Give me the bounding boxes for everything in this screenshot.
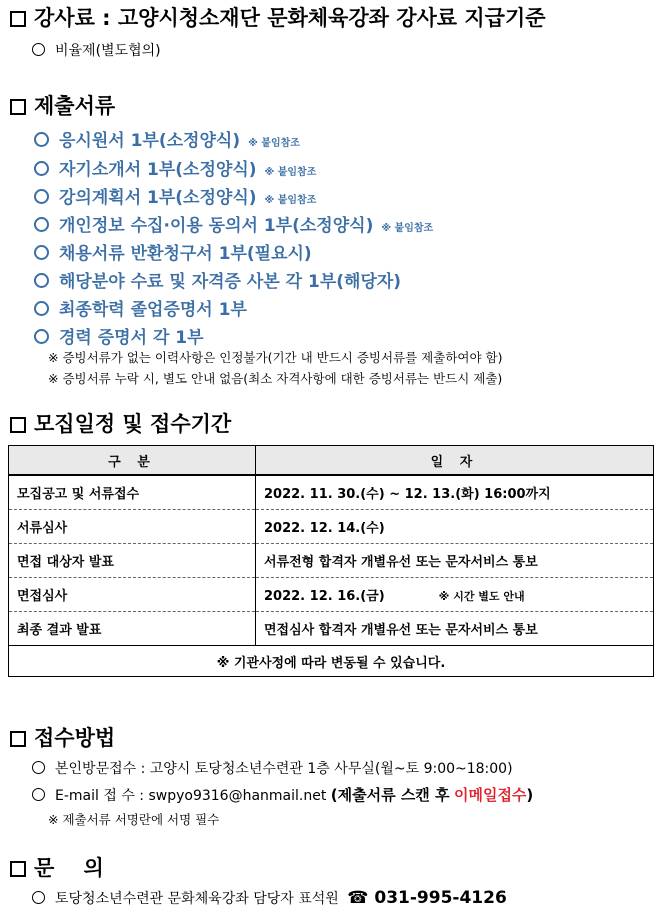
apply-visit xyxy=(32,758,513,778)
fee-item xyxy=(32,40,161,60)
document-item xyxy=(34,211,433,236)
apply-email xyxy=(32,784,533,805)
document-item xyxy=(34,155,316,180)
document-item-note: ※ 붙임참조 xyxy=(264,195,317,206)
documents-note: ※ 증빙서류 누락 시, 별도 안내 없음(최소 자격사항에 대한 증빙서류는 반드시 제출) xyxy=(48,371,503,386)
apply-note: ※ 제출서류 서명란에 서명 필수 xyxy=(48,812,220,827)
schedule-heading xyxy=(10,408,231,438)
table-row xyxy=(9,510,654,544)
fee-item-text: 비율제(별도협의) xyxy=(55,43,161,59)
table-cell-label: 최종 결과 발표 xyxy=(9,612,256,646)
document-item xyxy=(34,239,312,264)
circle-bullet-icon xyxy=(34,301,49,316)
apply-email-bold: (제출서류 스캔 후 xyxy=(330,786,450,804)
table-cell-value: 2022. 12. 14.(수) xyxy=(256,510,654,544)
table-cell-label: 면접 대상자 발표 xyxy=(9,544,256,578)
circle-bullet-icon xyxy=(34,217,49,232)
document-item xyxy=(34,183,316,208)
fee-heading-text: 강사료 : 고양시청소재단 문화체육강좌 강사료 지급기준 xyxy=(34,6,546,30)
table-row xyxy=(9,578,654,612)
circle-bullet-icon xyxy=(34,161,49,176)
circle-bullet-icon xyxy=(34,273,49,288)
schedule-heading-text: 모집일정 및 접수기간 xyxy=(34,412,232,436)
table-header-cell: 구 분 xyxy=(9,446,256,476)
contact-text: 토당청소년수련관 문화체육강좌 담당자 표석원 xyxy=(55,891,339,907)
table-header-row xyxy=(9,446,654,476)
document-item xyxy=(34,126,300,151)
circle-bullet-icon xyxy=(32,43,45,56)
checkbox-square-icon xyxy=(10,861,26,877)
document-item-text: 최종학력 졸업증명서 1부 xyxy=(59,300,247,320)
table-row xyxy=(9,475,654,510)
document-item xyxy=(34,267,401,292)
document-item-text: 개인정보 수집·이용 동의서 1부(소정양식) xyxy=(59,216,374,236)
contact-heading-text: 문 의 xyxy=(34,856,104,880)
contact-heading xyxy=(10,852,104,882)
documents-heading-text: 제출서류 xyxy=(34,94,116,118)
circle-bullet-icon xyxy=(32,788,45,801)
checkbox-square-icon xyxy=(10,11,26,27)
apply-visit-text: 본인방문접수 : 고양시 토당청소년수련관 1층 사무실(월~토 9:00~18:00) xyxy=(55,761,513,777)
table-footer-note: ※ 기관사정에 따라 변동될 수 있습니다. xyxy=(9,646,654,677)
table-cell-note: ※ 시간 별도 안내 xyxy=(438,590,525,603)
table-cell-label: 모집공고 및 서류접수 xyxy=(9,475,256,510)
circle-bullet-icon xyxy=(34,329,49,344)
document-item-text: 채용서류 반환청구서 1부(필요시) xyxy=(59,244,312,264)
document-item-text: 강의계획서 1부(소정양식) xyxy=(59,188,257,208)
document-item-text: 경력 증명서 각 1부 xyxy=(59,328,204,348)
checkbox-square-icon xyxy=(10,731,26,747)
table-cell-label: 면접심사 xyxy=(9,578,256,612)
contact-line xyxy=(32,888,507,908)
document-item-note: ※ 붙임참조 xyxy=(248,138,300,149)
schedule-table xyxy=(8,445,654,677)
apply-email-close: ) xyxy=(526,786,534,804)
table-cell-value: 면접심사 합격자 개별유선 또는 문자서비스 통보 xyxy=(256,612,654,646)
apply-heading-text: 접수방법 xyxy=(34,726,116,750)
checkbox-square-icon xyxy=(10,99,26,115)
table-cell-label: 서류심사 xyxy=(9,510,256,544)
documents-note: ※ 증빙서류가 없는 이력사항은 인정불가(기간 내 반드시 증빙서류를 제출하여야 함) xyxy=(48,350,503,365)
document-item-note: ※ 붙임참조 xyxy=(264,167,317,178)
table-row xyxy=(9,544,654,578)
document-item-text: 해당분야 수료 및 자격증 사본 각 1부(해당자) xyxy=(59,272,402,292)
table-cell-value: 서류전형 합격자 개별유선 또는 문자서비스 통보 xyxy=(256,544,654,578)
table-row xyxy=(9,612,654,646)
circle-bullet-icon xyxy=(32,891,45,904)
table-cell-value-text: 2022. 12. 16.(금) xyxy=(264,589,385,604)
document-item-text: 자기소개서 1부(소정양식) xyxy=(59,160,257,180)
documents-heading xyxy=(10,90,115,120)
table-cell-value xyxy=(256,578,654,612)
table-cell-value: 2022. 11. 30.(수) ~ 12. 13.(화) 16:00까지 xyxy=(256,475,654,510)
fee-heading xyxy=(10,2,546,32)
apply-email-red: 이메일접수 xyxy=(453,786,527,804)
circle-bullet-icon xyxy=(32,761,45,774)
checkbox-square-icon xyxy=(10,417,26,433)
apply-heading xyxy=(10,722,115,752)
table-footer-row xyxy=(9,646,654,677)
document-item-text: 응시원서 1부(소정양식) xyxy=(59,131,241,151)
document-item-note: ※ 붙임참조 xyxy=(381,223,434,234)
circle-bullet-icon xyxy=(34,245,49,260)
circle-bullet-icon xyxy=(34,132,49,147)
contact-phone: ☎ 031-995-4126 xyxy=(347,888,507,908)
circle-bullet-icon xyxy=(34,189,49,204)
document-item xyxy=(34,323,204,348)
document-item xyxy=(34,295,247,320)
apply-email-address: E-mail 접 수 : swpyo9316@hanmail.net xyxy=(55,788,327,804)
table-header-cell: 일 자 xyxy=(256,446,654,476)
